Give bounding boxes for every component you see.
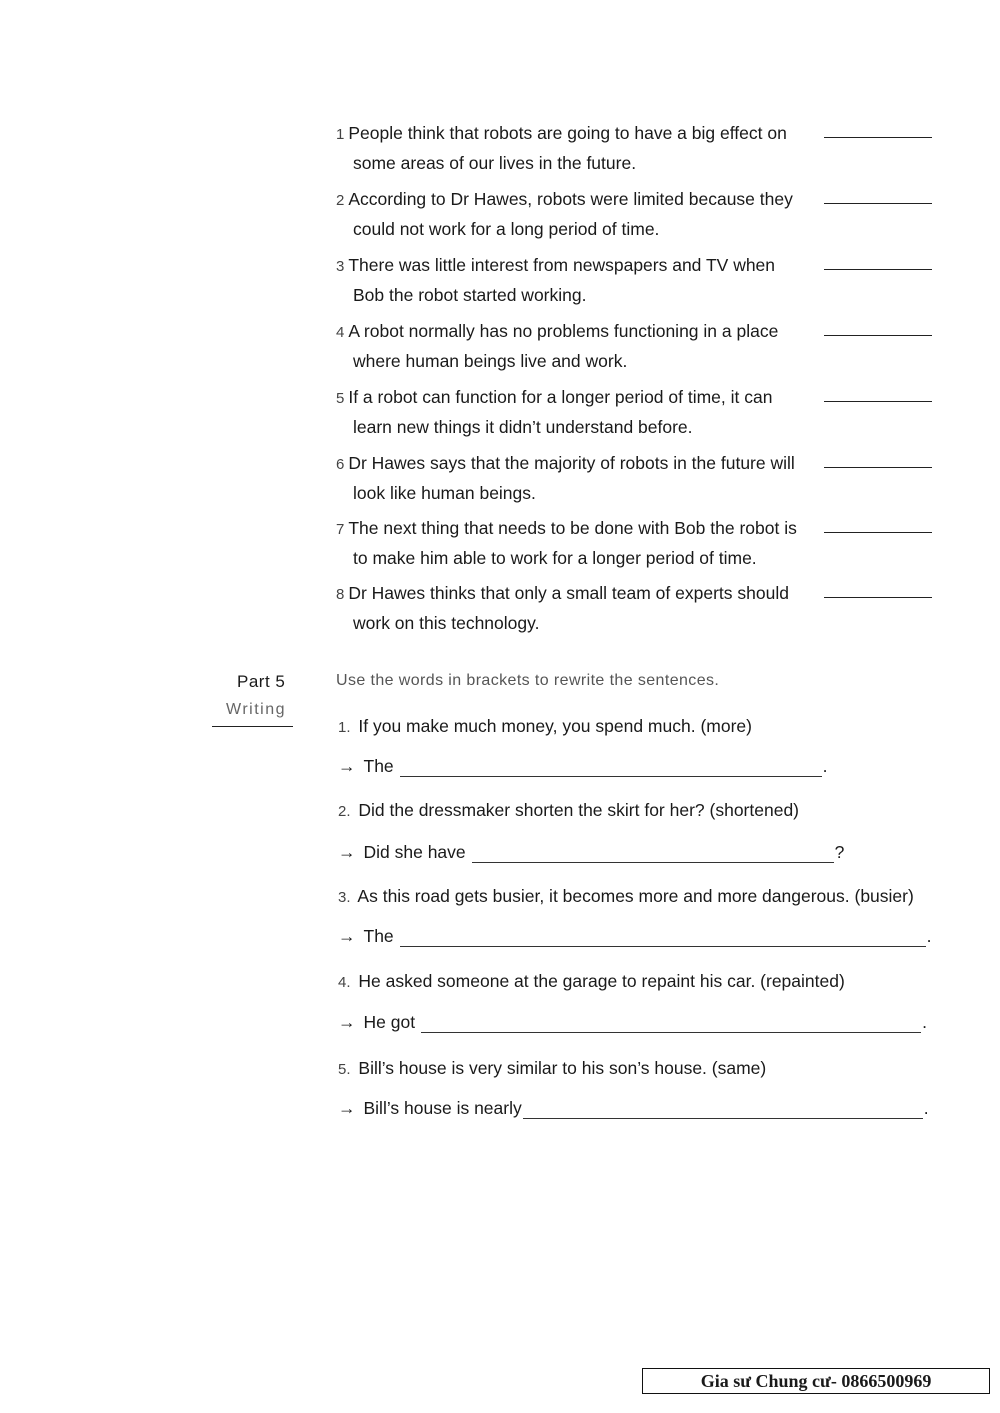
answer-end-mark: . [922, 1012, 927, 1032]
arrow-icon: → [338, 1098, 356, 1118]
rewrite-answer-4 [338, 1012, 927, 1033]
statement-text-cont: where human beings live and work. [353, 351, 628, 371]
statement-7 [336, 514, 946, 572]
answer-blank[interactable] [824, 335, 932, 336]
answer-blank[interactable] [824, 597, 932, 598]
statement-4 [336, 317, 946, 375]
answer-prompt: He got [363, 1012, 416, 1032]
statement-text-cont: learn new things it didn’t understand before. [353, 417, 693, 437]
answer-blank[interactable] [824, 203, 932, 204]
statement-text-cont: Bob the robot started working. [353, 285, 587, 305]
answer-end-mark: ? [834, 842, 845, 862]
statement-number: 6 [336, 456, 345, 473]
statement-number: 3 [336, 258, 345, 275]
statement-text: Dr Hawes thinks that only a small team of experts should [348, 583, 789, 603]
statement-text: The next thing that needs to be done with Bob the robot is [348, 518, 797, 538]
statement-text: A robot normally has no problems functioning in a place [348, 321, 779, 341]
statement-number: 2 [336, 192, 345, 209]
statement-text-cont: some areas of our lives in the future. [353, 153, 637, 173]
statement-6 [336, 449, 946, 507]
statement-text-cont: could not work for a long period of time. [353, 219, 660, 239]
answer-line[interactable] [400, 932, 926, 947]
answer-prompt: The [363, 756, 394, 776]
answer-end-mark: . [923, 1098, 929, 1118]
arrow-icon: → [338, 756, 356, 776]
answer-line[interactable] [472, 848, 834, 863]
question-number: 3. [338, 889, 351, 906]
answer-end-mark: . [822, 756, 828, 776]
question-text: He asked someone at the garage to repaint his car. (repainted) [358, 971, 845, 991]
answer-prompt: The [363, 926, 394, 946]
question-number: 2. [338, 803, 351, 820]
arrow-icon: → [338, 926, 356, 946]
arrow-icon: → [338, 842, 356, 862]
answer-blank[interactable] [824, 467, 932, 468]
footer-contact: Gia sư Chung cư- 0866500969 [642, 1368, 990, 1394]
rewrite-question-2 [338, 800, 799, 821]
answer-prompt: Bill’s house is nearly [363, 1098, 522, 1118]
statement-text: Dr Hawes says that the majority of robots in the future will [348, 453, 795, 473]
statement-number: 8 [336, 586, 345, 603]
statement-text: There was little interest from newspapers and TV when [348, 255, 776, 275]
answer-blank[interactable] [824, 532, 932, 533]
question-text: As this road gets busier, it becomes more and more dangerous. (busier) [357, 886, 914, 906]
statement-text-cont: to make him able to work for a longer period of time. [353, 548, 757, 568]
rewrite-question-4 [338, 971, 845, 992]
statement-text: People think that robots are going to have a big effect on [348, 123, 787, 143]
statement-5 [336, 383, 946, 441]
rewrite-answer-5 [338, 1098, 929, 1119]
statement-number: 7 [336, 521, 345, 538]
answer-line[interactable] [421, 1018, 921, 1033]
statement-text: According to Dr Hawes, robots were limited because they [348, 189, 793, 209]
rewrite-question-5 [338, 1058, 766, 1079]
answer-line[interactable] [400, 762, 822, 777]
statement-text-cont: look like human beings. [353, 483, 536, 503]
statement-text: If a robot can function for a longer period of time, it can [348, 387, 773, 407]
statement-number: 4 [336, 324, 345, 341]
rewrite-question-1 [338, 716, 752, 737]
answer-blank[interactable] [824, 137, 932, 138]
section-divider [212, 726, 293, 727]
question-text: Did the dressmaker shorten the skirt for her? (shortened) [358, 800, 800, 820]
answer-prompt: Did she have [363, 842, 466, 862]
part-label: Part 5 [237, 672, 286, 691]
answer-blank[interactable] [824, 401, 932, 402]
question-number: 1. [338, 719, 351, 736]
part-section-name: Writing [226, 701, 286, 718]
answer-line[interactable] [523, 1104, 923, 1119]
rewrite-answer-2 [338, 842, 844, 863]
statement-1 [336, 119, 946, 177]
question-number: 5. [338, 1061, 351, 1078]
question-text: If you make much money, you spend much. (more) [358, 716, 752, 736]
rewrite-question-3 [338, 886, 914, 907]
statement-text-cont: work on this technology. [353, 613, 540, 633]
answer-blank[interactable] [824, 269, 932, 270]
rewrite-answer-3 [338, 926, 932, 947]
arrow-icon: → [338, 1012, 356, 1032]
part-instruction: Use the words in brackets to rewrite the sentences. [336, 672, 720, 689]
rewrite-answer-1 [338, 756, 828, 777]
question-text: Bill’s house is very similar to his son’s house. (same) [358, 1058, 767, 1078]
statement-3 [336, 251, 946, 309]
statement-8 [336, 579, 946, 637]
statement-2 [336, 185, 946, 243]
statement-number: 1 [336, 126, 345, 143]
statement-number: 5 [336, 390, 345, 407]
question-number: 4. [338, 974, 351, 991]
answer-end-mark: . [926, 926, 932, 946]
